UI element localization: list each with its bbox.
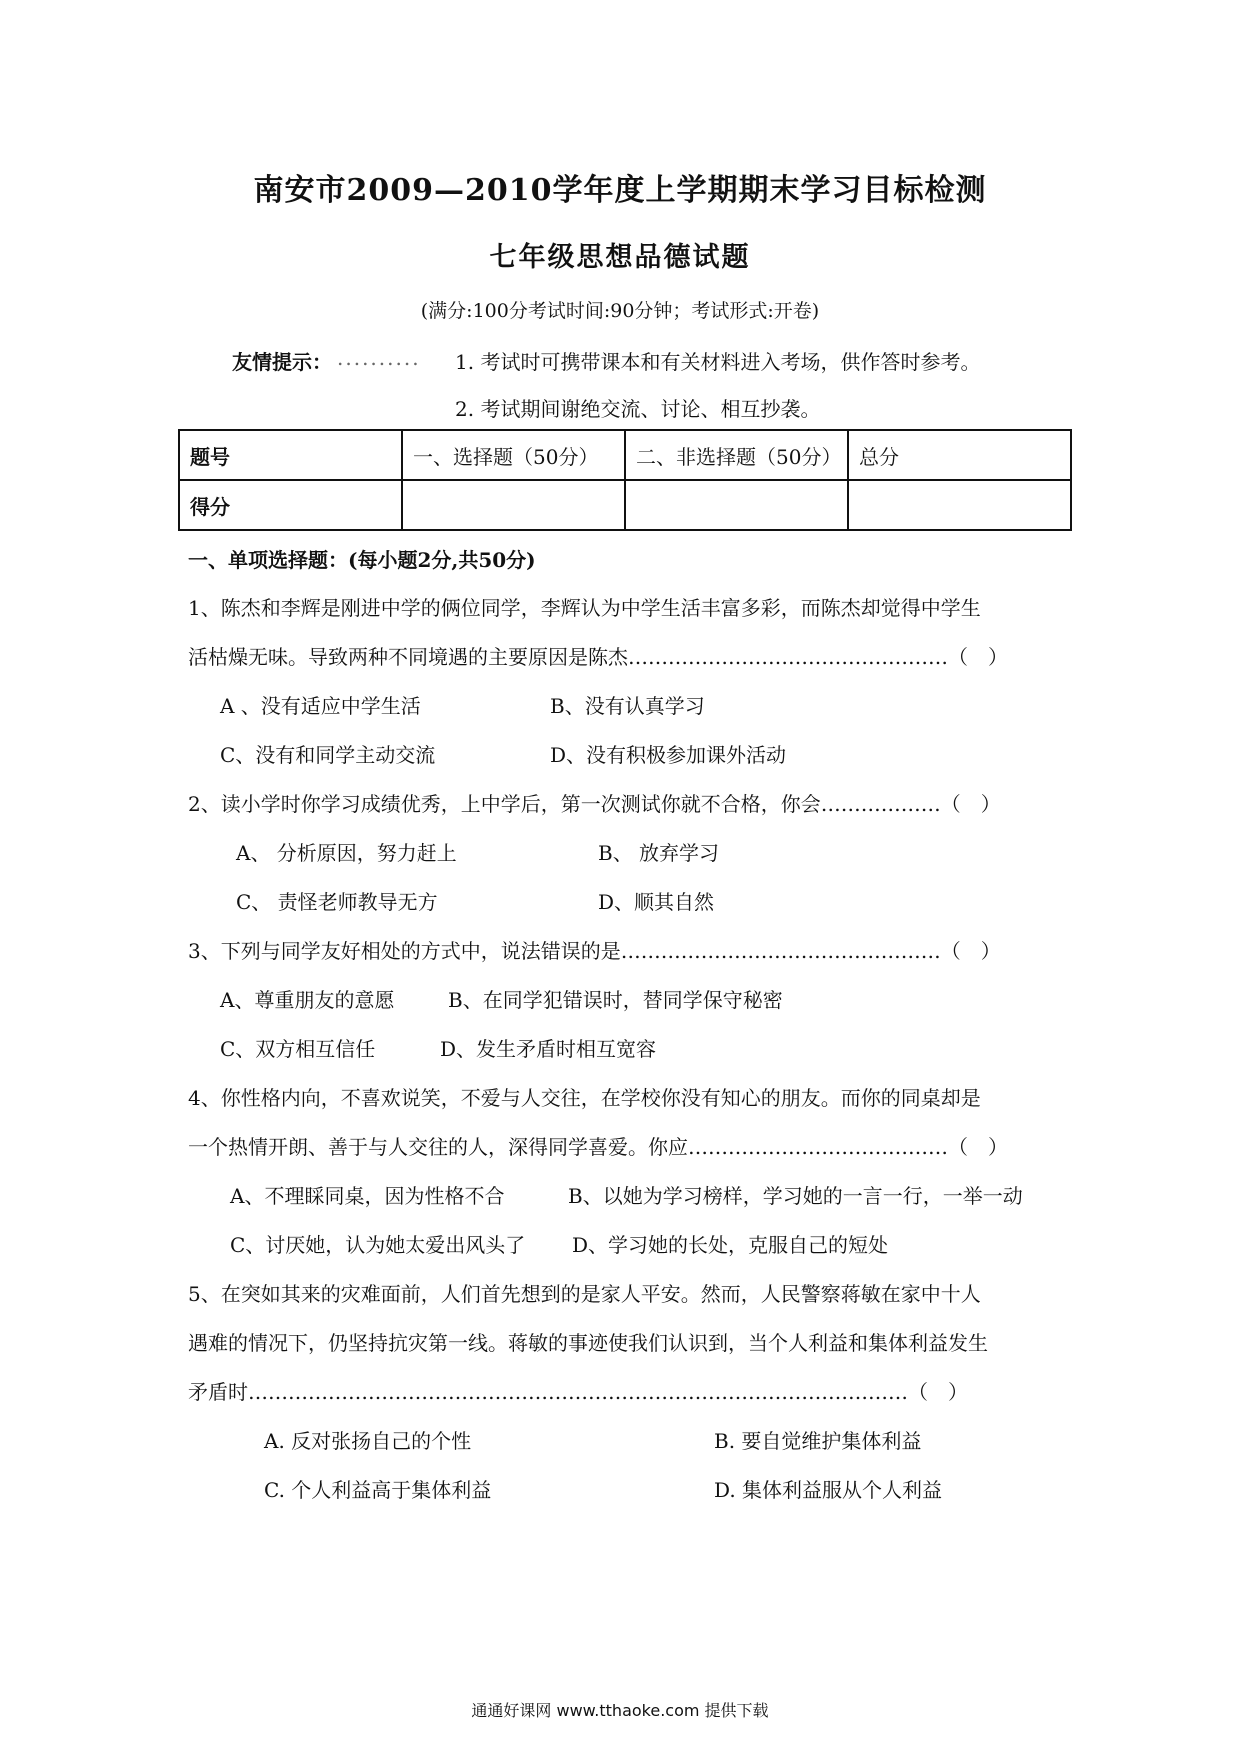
section-title: 一、单项选择题：(每小题2分,共50分) (188, 548, 536, 572)
question-line: 3、下列与同学友好相处的方式中，说法错误的是…………………………………………（ ） (188, 939, 1001, 963)
option-a: A 、没有适应中学生活 (220, 694, 421, 718)
option-a: A、尊重朋友的意愿 (220, 988, 395, 1012)
option-b: B、以她为学习榜样，学习她的一言一行，一举一动 (568, 1184, 1023, 1208)
score-table (178, 429, 1072, 531)
option-b: B. 要自觉维护集体利益 (714, 1429, 922, 1453)
question-line: 1、陈杰和李辉是刚进中学的俩位同学，李辉认为中学生活丰富多彩，而陈杰却觉得中学生 (188, 596, 981, 620)
option-c: C、双方相互信任 (220, 1037, 376, 1061)
score-table-cell: 一、选择题（50分） (402, 430, 625, 480)
score-table-header-row (179, 430, 1071, 480)
option-b: B、 放弃学习 (598, 841, 720, 865)
exam-meta: (满分:100分考试时间:90分钟；考试形式:开卷) (420, 300, 820, 322)
option-d: D、顺其自然 (598, 890, 715, 914)
score-table-cell: 总分 (848, 430, 1071, 480)
option-b: B、没有认真学习 (550, 694, 705, 718)
option-d: D. 集体利益服从个人利益 (714, 1478, 943, 1502)
question-line: 2、读小学时你学习成绩优秀，上中学后，第一次测试你就不合格，你会………………（ ） (188, 792, 1001, 816)
score-cell-nonchoice (625, 480, 848, 530)
option-d: D、发生矛盾时相互宽容 (440, 1037, 657, 1061)
tip-item: 1. 考试时可携带课本和有关材料进入考场，供作答时参考。 (455, 350, 981, 374)
option-a: A、不理睬同桌，因为性格不合 (230, 1184, 505, 1208)
option-c: C、讨厌她，认为她太爱出风头了 (230, 1233, 526, 1257)
score-cell-choice (402, 480, 625, 530)
exam-subtitle: 七年级思想品德试题 (489, 242, 751, 273)
score-table-cell: 二、非选择题（50分） (625, 430, 848, 480)
option-c: C. 个人利益高于集体利益 (264, 1478, 492, 1502)
option-c: C、没有和同学主动交流 (220, 743, 436, 767)
tips-dots: .......... (337, 346, 421, 370)
tips-label: 友情提示： (232, 350, 332, 374)
question-line: 矛盾时………………………………………………………………………………………（ ） (188, 1380, 968, 1404)
option-b: B、在同学犯错误时，替同学保守秘密 (448, 988, 783, 1012)
tip-item: 2. 考试期间谢绝交流、讨论、相互抄袭。 (455, 397, 821, 421)
option-d: D、没有积极参加课外活动 (550, 743, 787, 767)
score-table-cell: 题号 (179, 430, 402, 480)
option-a: A. 反对张扬自己的个性 (264, 1429, 472, 1453)
exam-title: 南安市2009—2010学年度上学期期末学习目标检测 (253, 173, 987, 208)
page-footer: 通通好课网 www.tthaoke.com 提供下载 (471, 1701, 769, 1720)
question-line: 一个热情开朗、善于与人交往的人，深得同学喜爱。你应…………………………………（ ） (188, 1135, 1008, 1159)
question-line: 5、在突如其来的灾难面前，人们首先想到的是家人平安。然而，人民警察蒋敏在家中十人 (188, 1282, 981, 1306)
score-table-score-row (179, 480, 1071, 530)
option-d: D、学习她的长处，克服自己的短处 (572, 1233, 889, 1257)
question-line: 遇难的情况下，仍坚持抗灾第一线。蒋敏的事迹使我们认识到，当个人利益和集体利益发生 (188, 1331, 988, 1355)
score-cell-total (848, 480, 1071, 530)
question-line: 活枯燥无味。导致两种不同境遇的主要原因是陈杰…………………………………………（ ） (188, 645, 1008, 669)
option-c: C、 责怪老师教导无方 (236, 890, 438, 914)
question-line: 4、你性格内向，不喜欢说笑，不爱与人交往，在学校你没有知心的朋友。而你的同桌却是 (188, 1086, 981, 1110)
score-table-cell: 得分 (179, 480, 402, 530)
option-a: A、 分析原因，努力赶上 (236, 841, 457, 865)
